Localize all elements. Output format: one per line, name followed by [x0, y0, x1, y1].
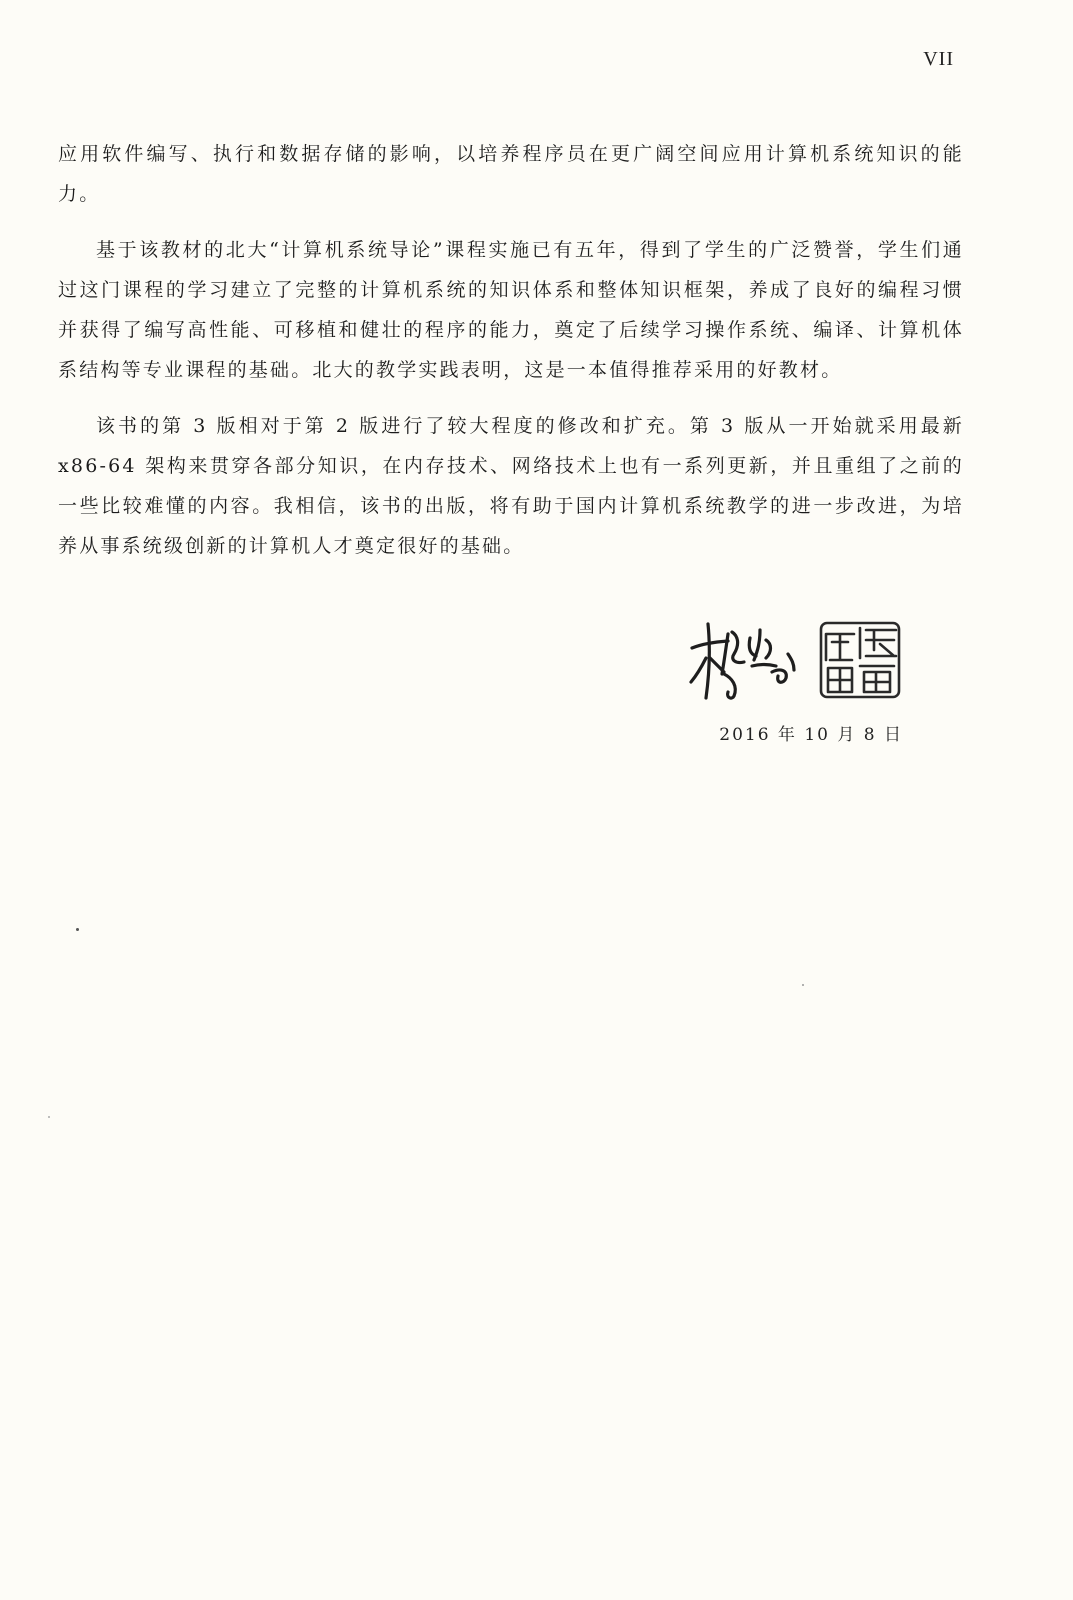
- scan-speck: [76, 928, 79, 931]
- seal-stamp-icon: [818, 620, 902, 700]
- body-text: [58, 134, 964, 582]
- paragraph-continuation: 应用软件编写、执行和数据存储的影响，以培养程序员在更广阔空间应用计算机系统知识的能力。: [58, 143, 964, 205]
- signature-date: 2016 年 10 月 8 日: [719, 725, 903, 745]
- scan-speck: [802, 984, 804, 986]
- paragraph-course-practice: 基于该教材的北大“计算机系统导论”课程实施已有五年，得到了学生的广泛赞誉，学生们通过这门课程的学习建立了完整的计算机系统的知识体系和整体知识框架，养成了良好的编程习惯并获得了编写高性能、可移植和健壮的程序的能力，奠定了后续学习操作系统、编译、计算机体系结构等专业课程的基础。北大的教学实践表明，这是一本值得推荐采用的好教材。: [58, 239, 964, 381]
- paragraph-third-edition: 该书的第 3 版相对于第 2 版进行了较大程度的修改和扩充。第 3 版从一开始就采用最新 x86-64 架构来贯穿各部分知识，在内存技术、网络技术上也有一系列更新，并且重组了之前的一些比较难懂的内容。我相信，该书的出版，将有助于国内计算机系统教学的进一步改进，为培养从事系统级创新的计算机人才奠定很好的基础。: [58, 415, 964, 557]
- page-number: VII: [923, 48, 954, 70]
- scan-speck: [48, 1116, 50, 1118]
- handwritten-signature-icon: [688, 614, 798, 706]
